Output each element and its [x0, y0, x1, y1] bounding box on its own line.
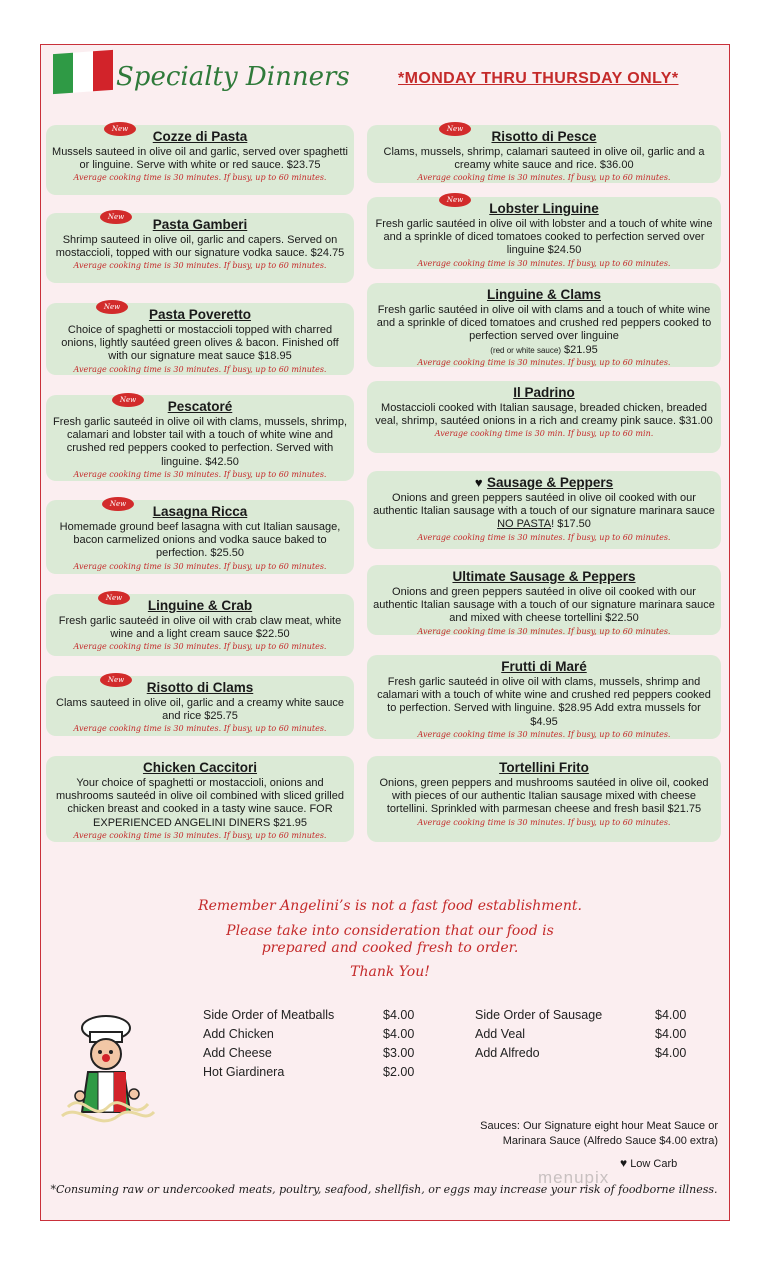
- menu-item-card: [367, 471, 721, 549]
- cooking-time-note: Average cooking time is 30 minutes. If busy, up to 60 minutes.: [73, 261, 327, 271]
- menu-item-description: Mussels sauteed in olive oil and garlic, served over spaghetti or linguine. Serve with white or red sauce. $23.75: [52, 146, 348, 172]
- menu-item-name: Frutti di Maré: [501, 659, 587, 674]
- cooking-time-note: Average cooking time is 30 minutes. If busy, up to 60 minutes.: [417, 357, 671, 367]
- side-order-row: Hot Giardinera $2.00: [203, 1065, 415, 1079]
- menu-item-description: Fresh garlic sauteéd in olive oil with clams, mussels, shrimp, calamari and lobster tail with a touch of white wine and crushed red peppers cooked to perfection. Served with linguine. $42.50: [52, 416, 348, 468]
- new-badge: New: [439, 193, 471, 207]
- menu-item-card: [46, 395, 354, 481]
- page-title: Specialty Dinners: [116, 62, 350, 92]
- new-badge: New: [102, 497, 134, 511]
- remember-note: Remember Angelini’s is not a fast food establishment. Please take into consideration that our food is prepared and cooked fresh to order. Thank You!: [198, 898, 582, 980]
- menu-item-name: Lasagna Ricca: [152, 504, 248, 519]
- menu-item-card: [46, 303, 354, 375]
- new-badge: New: [112, 393, 144, 407]
- new-badge: New: [100, 210, 132, 224]
- cooking-time-note: Average cooking time is 30 minutes. If busy, up to 60 minutes.: [417, 258, 671, 268]
- menu-item-name: Lobster Linguine: [489, 201, 599, 216]
- menu-item-card: [367, 756, 721, 842]
- menu-item-description: Mostaccioli cooked with Italian sausage, breaded chicken, breaded veal, shrimp, sautéed onions in a rich and creamy pink sauce. $31.00: [375, 402, 713, 428]
- menu-item-card: [367, 283, 721, 367]
- menu-item-description: Your choice of spaghetti or mostaccioli, onions and mushrooms sauteéd in olive oil combined with sliced grilled chicken breast and cooked in a tasty wine sauce. FOR EXPERIENCED ANGELINI DINERS $21.95: [56, 777, 344, 829]
- italian-flag-icon: [53, 50, 113, 94]
- menu-item-description: Clams sauteed in olive oil, garlic and a creamy white sauce and rice $25.75: [56, 697, 344, 723]
- new-badge: New: [96, 300, 128, 314]
- side-order-row: Add Chicken $4.00: [203, 1027, 415, 1041]
- side-order-row: Add Alfredo $4.00: [475, 1046, 687, 1060]
- menu-item-card: [46, 500, 354, 574]
- menu-item-card: [367, 381, 721, 453]
- menu-item-card: [46, 125, 354, 195]
- menu-item-name: Risotto di Clams: [146, 680, 254, 695]
- menu-item-card: [46, 213, 354, 283]
- menu-item-description: Fresh garlic sauteéd in olive oil with clams, mussels, shrimp and calamari with a touch of white wine and crushed red peppers cooked to perfection. Served with linguine. $28.95 Add extra mussels for $4.95: [377, 676, 711, 728]
- menu-item-card: [367, 655, 721, 739]
- heart-icon: ♥: [474, 475, 483, 490]
- menu-item-description: Onions and green peppers sautéed in olive oil cooked with our authentic Italian sausage with a touch of our signature marinara sauce NO PASTA! $17.50: [373, 492, 715, 531]
- side-order-row: Side Order of Meatballs $4.00: [203, 1008, 415, 1022]
- menu-item-name: Risotto di Pesce: [491, 129, 597, 144]
- menu-item-description: Fresh garlic sautéed in olive oil with lobster and a touch of white wine and a sprinkle of diced tomatoes cooked to perfection served over linguine $24.50: [375, 218, 713, 257]
- menu-item-name: Pasta Poveretto: [148, 307, 252, 322]
- cooking-time-note: Average cooking time is 30 minutes. If busy, up to 60 minutes.: [73, 724, 327, 734]
- menu-item-name: Il Padrino: [513, 385, 575, 400]
- new-badge: New: [104, 122, 136, 136]
- side-order-row: Add Veal $4.00: [475, 1027, 687, 1041]
- menu-item-description: Onions, green peppers and mushrooms sautéed in olive oil, cooked with pieces of our authentic Italian sausage mixed with cheese tortellini. Sprinkled with parmesan cheese and fresh basil $21.75: [379, 777, 709, 816]
- menu-item-card: [367, 125, 721, 183]
- watermark: menupix: [538, 1168, 610, 1187]
- menu-item-description: Fresh garlic sauteéd in olive oil with crab claw meat, white wine and a light cream sauce $22.50: [58, 615, 342, 641]
- menu-item-name: Chicken Caccitori: [142, 760, 258, 775]
- new-badge: New: [98, 591, 130, 605]
- menu-item-name: Sausage & Peppers: [487, 475, 614, 490]
- cooking-time-note: Average cooking time is 30 minutes. If busy, up to 60 minutes.: [417, 729, 671, 739]
- cooking-time-note: Average cooking time is 30 minutes. If busy, up to 60 minutes.: [417, 817, 671, 827]
- menu-item-name: Ultimate Sausage & Peppers: [452, 569, 636, 584]
- menu-item-description: Homemade ground beef lasagna with cut Italian sausage, bacon carmelized onions and vodka sauce baked to perfection. $25.50: [59, 521, 341, 560]
- menu-item-description: Choice of spaghetti or mostaccioli topped with charred onions, lightly sautéed green olives & bacon. Finished off with our signature meat sauce $18.95: [61, 324, 339, 363]
- menu-item-card: [46, 594, 354, 656]
- side-order-row: Side Order of Sausage $4.00: [475, 1008, 687, 1022]
- cooking-time-note: Average cooking time is 30 minutes. If busy, up to 60 minutes.: [417, 173, 671, 183]
- side-orders-right: [475, 1008, 705, 1065]
- cooking-time-note: Average cooking time is 30 minutes. If busy, up to 60 minutes.: [417, 532, 671, 542]
- menu-item-card: [46, 756, 354, 842]
- disclaimer: *Consuming raw or undercooked meats, poultry, seafood, shellfish, or eggs may increase your risk of foodborne illness.: [50, 1183, 718, 1196]
- menu-item-name: Tortellini Frito: [499, 760, 589, 775]
- side-orders-left: [203, 1008, 433, 1084]
- new-badge: New: [100, 673, 132, 687]
- menu-item-name: Linguine & Crab: [147, 598, 253, 613]
- menu-item-name: Pasta Gamberi: [152, 217, 248, 232]
- cooking-time-note: Average cooking time is 30 minutes. If busy, up to 60 minutes.: [417, 626, 671, 636]
- menu-item-card: [46, 676, 354, 736]
- cooking-time-note: Average cooking time is 30 min. If busy, up to 60 min.: [434, 429, 654, 439]
- sauces-note: Sauces: Our Signature eight hour Meat Sauce or Marinara Sauce (Alfredo Sauce $4.00 extra): [480, 1120, 718, 1147]
- monday-notice: *MONDAY THRU THURSDAY ONLY*: [398, 70, 679, 87]
- menu-item-card: [367, 565, 721, 635]
- menu-item-description: Clams, mussels, shrimp, calamari sauteed in olive oil, garlic and a creamy white sauce and rice. $36.00: [383, 146, 705, 172]
- menu-item-description: Fresh garlic sautéed in olive oil with clams and a touch of white wine and a sprinkle of diced tomatoes and crushed red peppers cooked to perfection served over linguine (red or white sauce) $21.95: [376, 304, 712, 356]
- side-order-row: Add Cheese $3.00: [203, 1046, 415, 1060]
- menu-item-name: Cozze di Pasta: [152, 129, 248, 144]
- heart-icon: ♥: [620, 1156, 628, 1170]
- menu-item-description: Shrimp sauteed in olive oil, garlic and capers. Served on mostaccioli, topped with our signature vodka sauce. $24.75: [55, 234, 345, 260]
- menu-item-name: Pescatoré: [167, 399, 233, 414]
- cooking-time-note: Average cooking time is 30 minutes. If busy, up to 60 minutes.: [73, 469, 327, 479]
- menu-item-name: Linguine & Clams: [486, 287, 601, 302]
- cooking-time-note: Average cooking time is 30 minutes. If busy, up to 60 minutes.: [73, 561, 327, 571]
- cooking-time-note: Average cooking time is 30 minutes. If busy, up to 60 minutes.: [73, 173, 327, 183]
- cooking-time-note: Average cooking time is 30 minutes. If busy, up to 60 minutes.: [73, 642, 327, 652]
- new-badge: New: [439, 122, 471, 136]
- cooking-time-note: Average cooking time is 30 minutes. If busy, up to 60 minutes.: [73, 830, 327, 840]
- chef-illustration: [48, 1012, 160, 1132]
- menu-item-description: Onions and green peppers sautéed in olive oil cooked with our authentic Italian sausage with a touch of our signature marinara sauce and mixed with cheese tortellini $22.50: [373, 586, 715, 625]
- cooking-time-note: Average cooking time is 30 minutes. If busy, up to 60 minutes.: [73, 364, 327, 374]
- low-carb-legend: ♥ Low Carb: [620, 1156, 678, 1170]
- menu-item-card: [367, 197, 721, 269]
